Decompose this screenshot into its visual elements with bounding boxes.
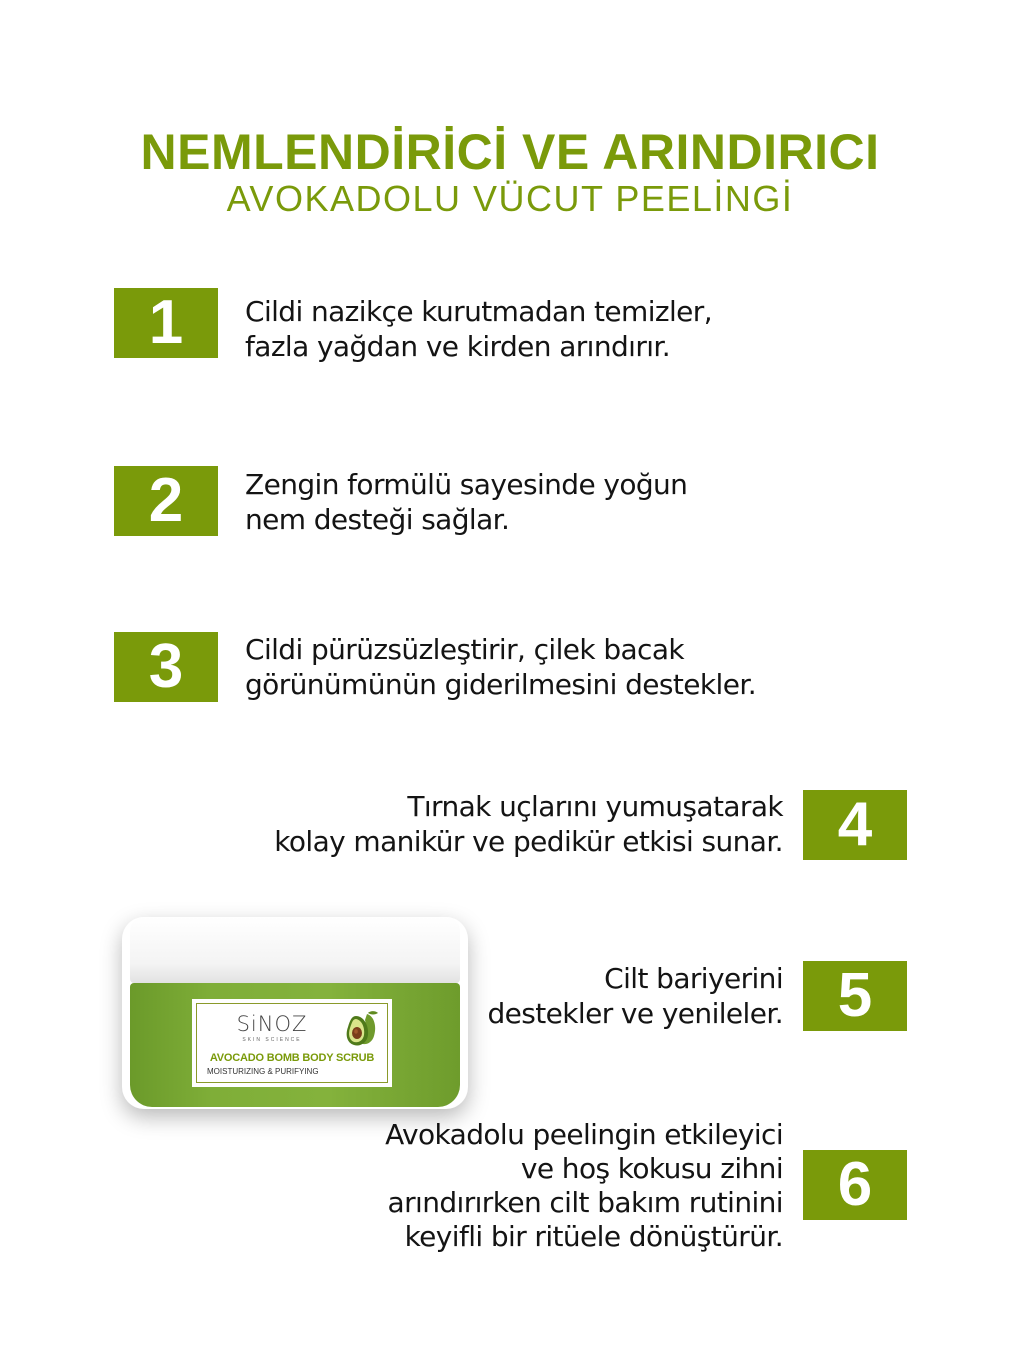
jar-lid [130,917,460,983]
feature-text-line: Cilt bariyerini [604,962,783,995]
feature-number-badge: 5 [803,961,907,1031]
brand-tagline: SKIN SCIENCE [242,1037,302,1043]
feature-text-line: Tırnak uçlarını yumuşatarak [407,790,783,823]
page-subtitle: AVOKADOLU VÜCUT PEELİNGİ [226,178,794,219]
feature-text-line: arındırırken cilt bakım rutinini [387,1186,783,1219]
feature-text [488,961,784,1031]
feature-number-badge: 6 [803,1150,907,1220]
feature-text [274,789,783,859]
page-title: NEMLENDİRİCİ VE ARINDIRICI [140,124,880,180]
feature-number-badge: 1 [114,288,218,358]
feature-text-line: destekler ve yenileler. [487,997,783,1030]
jar-body [130,983,460,1107]
feature-text-line: kolay manikür ve pedikür etkisi sunar. [274,825,783,858]
feature-text [245,632,756,702]
feature-number-badge: 3 [114,632,218,702]
feature-text-line: Cildi nazikçe kurutmadan temizler, [245,295,713,328]
product-label [192,999,392,1087]
feature-text [245,467,687,537]
feature-text-line: keyifli bir ritüele dönüştürür. [404,1220,783,1253]
feature-text [385,1118,783,1254]
product-descriptor: MOISTURIZING & PURIFYING [207,1067,319,1076]
feature-text-line: görünümünün giderilmesini destekler. [245,668,756,701]
feature-number-badge: 4 [803,790,907,860]
feature-text-line: Avokadolu peelingin etkileyici [385,1118,783,1151]
feature-text [245,294,712,364]
feature-text-line: Cildi pürüzsüzleştirir, çilek bacak [245,633,685,666]
feature-text-line: Zengin formülü sayesinde yoğun [245,468,688,501]
product-jar-image [130,917,460,1107]
feature-text-line: nem desteği sağlar. [245,503,510,536]
feature-text-line: ve hoş kokusu zihni [520,1152,783,1185]
brand-logo: SiNOZ [236,1012,308,1036]
feature-number-badge: 2 [114,466,218,536]
feature-text-line: fazla yağdan ve kirden arındırır. [245,330,671,363]
avocado-icon [343,1010,379,1048]
product-name: AVOCADO BOMB BODY SCRUB [209,1052,375,1064]
